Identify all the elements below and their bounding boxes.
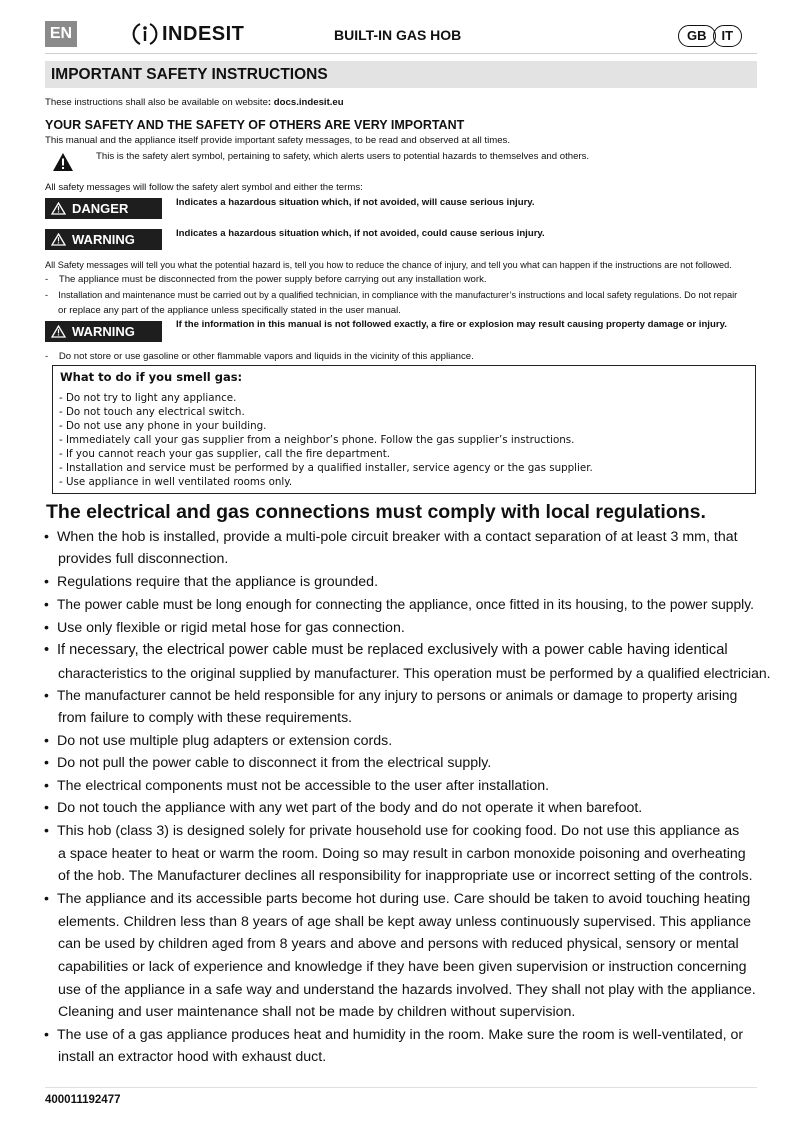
danger-label-text: DANGER: [72, 201, 129, 216]
continuation-line: a space heater to heat or warm the room. Doing so may result in carbon monoxide poisoning and overheating: [58, 846, 746, 862]
bullet-line: • Do not touch the appliance with any wet part of the body and do not operate it when barefoot.: [44, 800, 643, 816]
bullet-line: • The power cable must be long enough for connecting the appliance, once fitted in its housing, to the power supply.: [44, 597, 754, 612]
website-line: [45, 96, 344, 109]
warning-label-text: WARNING: [72, 232, 135, 247]
gas-box-title: What to do if you smell gas:: [60, 370, 243, 384]
document-title: BUILT-IN GAS HOB: [334, 27, 462, 43]
warning-label-2: [45, 321, 162, 342]
danger-label: [45, 198, 162, 219]
header-divider: [45, 53, 757, 54]
website-url: docs.indesit.eu: [273, 97, 344, 108]
manual-line: This manual and the appliance itself provide important safety messages, to be read and observed at all times.: [45, 135, 511, 146]
section-title: IMPORTANT SAFETY INSTRUCTIONS: [45, 61, 757, 88]
disconnect-line: - The appliance must be disconnected from the power supply before carrying out any installation work.: [45, 274, 487, 285]
bullet-line: • Regulations require that the appliance is grounded.: [44, 574, 379, 590]
footer-divider: [45, 1087, 757, 1088]
disconnect-text: The appliance must be disconnected from the power supply before carrying out any installation work.: [58, 274, 487, 285]
bullet-line: • If necessary, the electrical power cable must be replaced exclusively with a power cable having identical: [44, 642, 728, 658]
gas-box-item: - Do not touch any electrical switch.: [59, 406, 245, 418]
document-code: 400011192477: [45, 1094, 121, 1106]
bullet-line: • This hob (class 3) is designed solely for private household use for cooking food. Do not use this appliance as: [44, 823, 740, 839]
continuation-line: capabilities or lack of experience and knowledge if they have been given supervision or instruction concerning: [58, 959, 747, 975]
terms-line: All safety messages will follow the safety alert symbol and either the terms:: [45, 182, 363, 193]
bullet-line: • Do not use multiple plug adapters or extension cords.: [44, 733, 393, 749]
language-badge: EN: [45, 21, 77, 47]
country-badge-it: IT: [713, 25, 743, 47]
bullet-line: • When the hob is installed, provide a multi-pole circuit breaker with a contact separation of at least 3 mm, that: [44, 529, 738, 545]
continuation-line: from failure to comply with these requirements.: [58, 710, 353, 726]
install-text-1: Installation and maintenance must be carried out by a qualified technician, in compliance with the manufacturer’s instructions and local safety regulations. Do not repair: [58, 290, 738, 300]
brand-logo: [132, 19, 244, 49]
bullet-line: • Use only flexible or rigid metal hose for gas connection.: [44, 620, 405, 636]
install-line-1: - Installation and maintenance must be carried out by a qualified technician, in compliance with the manufacturer’s instructions and local safety regulations. Do not repair: [45, 290, 738, 300]
continuation-line: provides full disconnection.: [58, 551, 229, 567]
bullet-line: • Do not pull the power cable to disconnect it from the electrical supply.: [44, 755, 492, 771]
continuation-line: use of the appliance in a safe way and understand the hazards involved. They shall not play with the appliance.: [58, 982, 756, 998]
gas-box-item: - Do not use any phone in your building.: [59, 420, 267, 432]
danger-description: Indicates a hazardous situation which, if not avoided, will cause serious injury.: [176, 197, 535, 208]
warning-triangle-icon: [51, 325, 66, 338]
warning-label-2-text: WARNING: [72, 324, 135, 339]
indesit-logo-icon: [132, 21, 158, 47]
website-sep: :: [267, 97, 274, 108]
warning-label: [45, 229, 162, 250]
brand-name: INDESIT: [162, 22, 245, 45]
gas-box-item: - Installation and service must be performed by a qualified installer, service agency or the gas supplier.: [59, 462, 593, 474]
gas-box-item: - Use appliance in well ventilated rooms only.: [59, 476, 293, 488]
gas-smell-box: [52, 365, 756, 494]
warning-description: Indicates a hazardous situation which, if not avoided, could cause serious injury.: [176, 228, 545, 239]
gasoline-text: Do not store or use gasoline or other flammable vapors and liquids in the vicinity of this appliance.: [58, 351, 474, 362]
gas-box-item: - If you cannot reach your gas supplier, call the fire department.: [59, 448, 390, 460]
website-text: These instructions shall also be available on website: [45, 97, 268, 108]
warning-triangle-icon: [51, 202, 66, 215]
continuation-line: characteristics to the original supplied by manufacturer. This operation must be performed by a qualified electrician.: [58, 665, 771, 681]
install-line-2: or replace any part of the appliance unless specifically stated in the user manual.: [58, 305, 401, 316]
warning-2-description: If the information in this manual is not followed exactly, a fire or explosion may result causing property damage or injury.: [176, 319, 727, 330]
gas-box-item: - Do not try to light any appliance.: [59, 392, 237, 404]
continuation-line: Cleaning and user maintenance shall not be made by children without supervision.: [58, 1004, 576, 1020]
continuation-line: of the hob. The Manufacturer declines all responsibility for inappropriate use or incorrect setting of the controls.: [58, 868, 753, 884]
gasoline-line: - Do not store or use gasoline or other flammable vapors and liquids in the vicinity of this appliance.: [45, 351, 474, 362]
all-safety-line: All Safety messages will tell you what the potential hazard is, tell you how to reduce the chance of injury, and tell you what can happen if the instructions are not followed.: [45, 260, 732, 270]
gas-box-item: - Immediately call your gas supplier from a neighbor’s phone. Follow the gas supplier’s instructions.: [59, 434, 575, 446]
bullet-line: • The appliance and its accessible parts become hot during use. Care should be taken to avoid touching heating: [44, 891, 751, 907]
country-badges: [678, 25, 742, 47]
continuation-line: install an extractor hood with exhaust duct.: [58, 1049, 327, 1065]
symbol-line: This is the safety alert symbol, pertaining to safety, which alerts users to potential hazards to themselves and others.: [96, 151, 590, 162]
continuation-line: elements. Children less than 8 years of age shall be kept away unless continuously supervised. This appliance: [58, 914, 751, 930]
bullet-line: • The manufacturer cannot be held responsible for any injury to persons or animals or damage to property arising: [44, 688, 738, 703]
continuation-line: can be used by children aged from 8 years and above and persons with reduced physical, sensory or mental: [58, 936, 739, 952]
bullet-line: • The use of a gas appliance produces heat and humidity in the room. Make sure the room is well-ventilated, or: [44, 1027, 744, 1043]
safety-alert-icon: [52, 152, 74, 172]
country-badge-gb: GB: [678, 25, 716, 47]
safety-heading: YOUR SAFETY AND THE SAFETY OF OTHERS ARE VERY IMPORTANT: [45, 118, 465, 132]
warning-triangle-icon: [51, 233, 66, 246]
bullet-line: • The electrical components must not be accessible to the user after installation.: [44, 778, 550, 794]
connections-title: The electrical and gas connections must comply with local regulations.: [46, 501, 706, 523]
